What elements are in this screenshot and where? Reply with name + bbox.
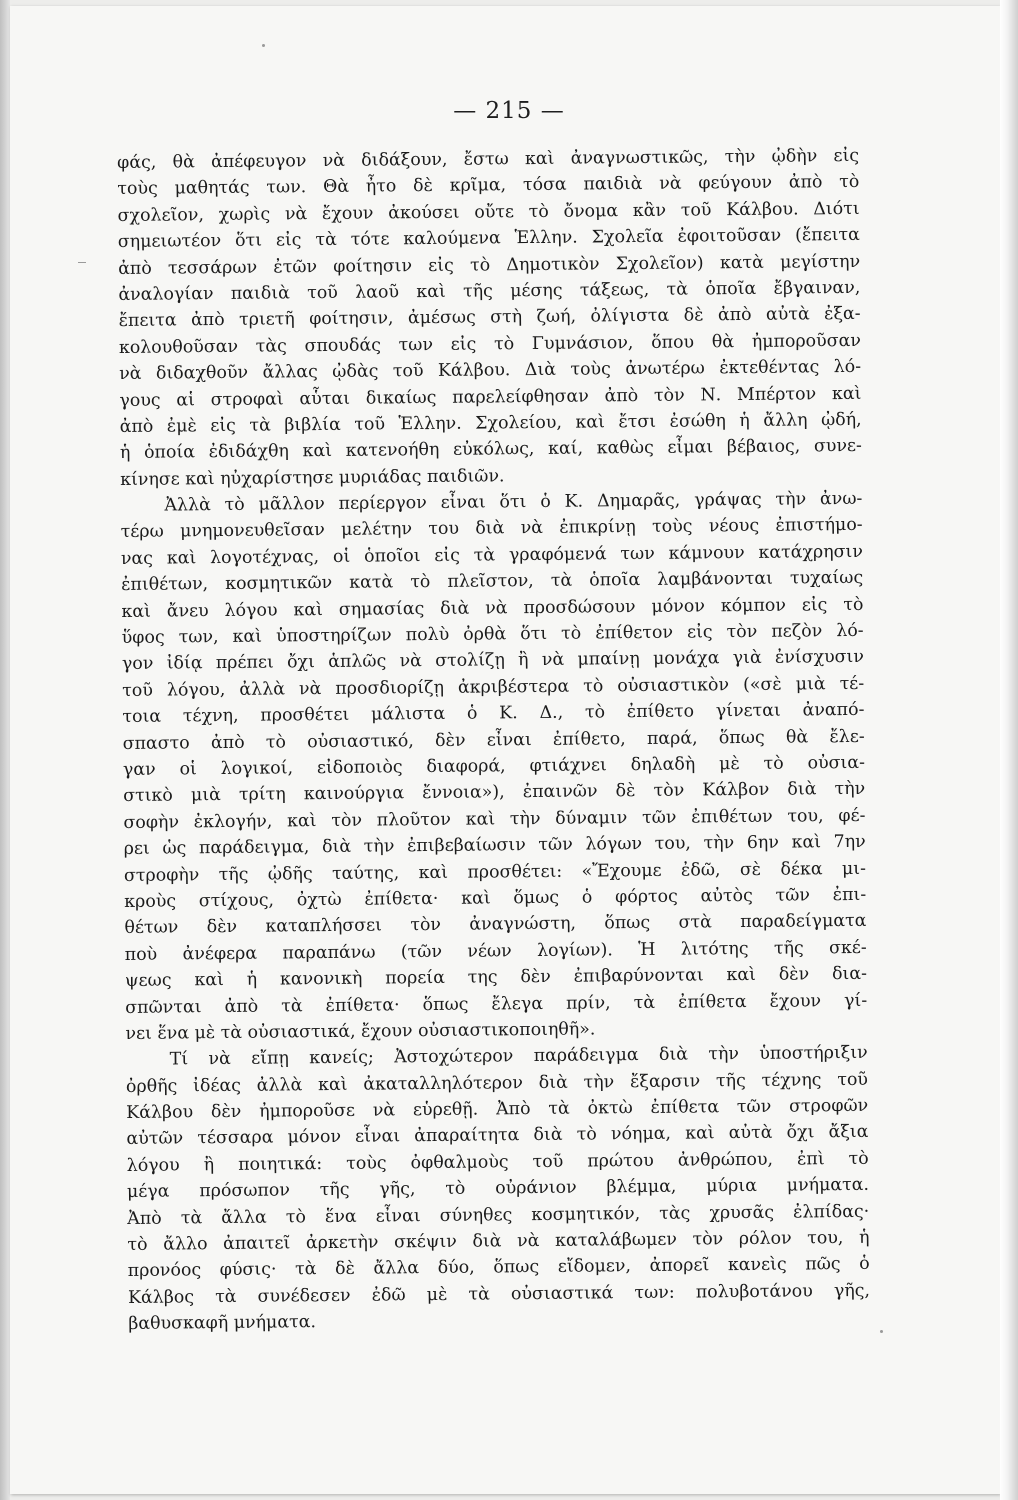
text-line: λόγου ἢ ποιητικά: τοὺς ὀφθαλμοὺς τοῦ πρώτου ἀνθρώπου, ἐπὶ τὸ (126, 1148, 869, 1176)
paragraph-end-line: νει ἕνα μὲ τὰ οὐσιαστικά, ἔχουν οὐσιαστικοποιηθῆ». (125, 1019, 596, 1044)
page-number: — 215 — (453, 98, 565, 124)
text-line: φάς, θὰ ἀπέφευγον νὰ διδάξουν, ἔστω καὶ ἀναγνωστικῶς, τὴν ᾠδὴν εἰς (117, 145, 860, 173)
paragraph-start-line: Τί νὰ εἴπῃ κανείς; Ἀστοχώτερον παράδειγμα διὰ τὴν ὑποστήριξιν (169, 1043, 868, 1070)
body-text (117, 143, 870, 1338)
text-line: ἀπὸ ἐμὲ εἰς τὰ βιβλία τοῦ Ἑλλην. Σχολείου, καὶ ἔτσι ἐσώθη ἡ ἄλλη ᾠδή, (119, 409, 862, 437)
text-line: ὀρθῆς ἰδέας ἀλλὰ καὶ ἀκαταλληλότερον διὰ τὴν ἔξαρσιν τῆς τέχνης τοῦ (125, 1069, 869, 1097)
text-line: αὐτῶν τέσσαρα μόνον εἶναι ἀπαραίτητα διὰ τὸ νόημα, καὶ αὐτὰ ὄχι ἄξια (126, 1122, 869, 1150)
text-line: μέγα πρόσωπον τῆς γῆς, τὸ οὐράνιον βλέμμα, μύρια μνήματα. (126, 1175, 870, 1203)
text-line: τοὺς μαθητάς των. Θὰ ἦτο δὲ κρῖμα, τόσα παιδιὰ νὰ φεύγουν ἀπὸ τὸ (117, 172, 860, 200)
paper-speck (262, 44, 265, 47)
paragraph-start-line: Ἀλλὰ τὸ μᾶλλον περίεργον εἶναι ὅτι ὁ Κ. Δημαρᾶς, γράψας τὴν ἀνω- (164, 488, 863, 516)
text-line: τέρω μνημονευθεῖσαν μελέτην του διὰ νὰ ἐπικρίνῃ τοὺς νέους ἐπιστήμο- (120, 515, 863, 543)
text-line: τοῦ λόγου, ἀλλὰ νὰ προσδιορίζῃ ἀκριβέστερα τὸ οὐσιαστικὸν («σὲ μιὰ τέ- (122, 673, 865, 701)
page-edge-highlight (1000, 0, 1018, 1500)
text-line: ἔπειτα ἀπὸ τριετῆ φοίτησιν, ἀμέσως στὴ ζωή, ὀλίγιστα δὲ ἀπὸ αὐτὰ ἐξα- (118, 304, 861, 332)
paper-speck (880, 1330, 883, 1333)
text-line: ἡ ὁποία ἐδιδάχθη καὶ κατενοήθη εὐκόλως, καί, καθὼς εἶμαι βέβαιος, συνε- (119, 436, 862, 464)
quotation-line: τοια τέχνη, προσθέτει μάλιστα ὁ Κ. Δ., τὸ ἐπίθετο γίνεται ἀναπό- (122, 700, 865, 728)
paper-mark (78, 262, 86, 263)
text-line: γους αἱ στροφαὶ αὗται δικαίως παρελείφθησαν ἀπὸ τὸν Ν. Μπέρτον καὶ (119, 383, 862, 411)
text-line: ὕφος των, καὶ ὑποστηρίζων πολὺ ὀρθὰ ὅτι τὸ ἐπίθετον εἰς τὸν πεζὸν λό- (121, 620, 864, 649)
binding-shadow (0, 0, 10, 1500)
text-line: νὰ διδαχθοῦν ἄλλας ᾠδὰς τοῦ Κάλβου. Διὰ τοὺς ἀνωτέρω ἐκτεθέντας λό- (119, 356, 862, 385)
text-line: στικὸ μιὰ τρίτη καινούργια ἔννοια»), ἐπαινῶν δὲ τὸν Κάλβον διὰ τὴν (123, 779, 866, 807)
text-line: τὸ ἄλλο ἀπαιτεῖ ἀρκετὴν σκέψιν διὰ νὰ καταλάβωμεν τὸν ρόλον του, ἡ (127, 1227, 870, 1255)
quotation-line: στροφὴν τῆς ᾠδῆς ταύτης, καὶ προσθέτει: «Ἔχουμε ἐδῶ, σὲ δέκα μι- (123, 858, 867, 886)
text-line: νας καὶ λογοτέχνας, οἱ ὁποῖοι εἰς τὰ γραφόμενά των κάμνουν κατάχρησιν (120, 541, 863, 569)
text-line: ἀπὸ τεσσάρων ἐτῶν φοίτησιν εἰς τὸ Δημοτικὸν Σχολεῖον) κατὰ μεγίστην (118, 251, 861, 279)
text-line: Κάλβου δὲν ἠμποροῦσε νὰ εὑρεθῇ. Ἀπὸ τὰ ὀκτὼ ἐπίθετα τῶν στροφῶν (126, 1095, 869, 1124)
text-line: καὶ ἄνευ λόγου καὶ σημασίας διὰ νὰ προσδώσουν μόνον κόμπον εἰς τὸ (121, 594, 864, 622)
quotation-line: σπῶνται ἀπὸ τὰ ἐπίθετα· ὅπως ἔλεγα πρίν, τὰ ἐπίθετα ἔχουν γί- (125, 990, 868, 1018)
paragraph-end-line: βαθυσκαφῆ μνήματα. (128, 1312, 317, 1335)
text-line: σχολεῖον, χωρὶς νὰ ἔχουν ἀκούσει οὔτε τὸ ὄνομα κἂν τοῦ Κάλβου. Διότι (117, 198, 860, 226)
text-line: κολουθοῦσαν τὰς σπουδάς των εἰς τὸ Γυμνάσιον, ὅπου θὰ ἠμποροῦσαν (118, 330, 861, 358)
text-line: ἀναλογίαν παιδιὰ τοῦ λαοῦ καὶ τῆς μέσης τάξεως, τὰ ὁποῖα ἔβγαιναν, (118, 277, 861, 305)
text-line: ρει ὡς παράδειγμα, διὰ τὴν ἐπιβεβαίωσιν τῶν λόγων του, τὴν 6ην καὶ 7ην (123, 832, 866, 860)
paragraph-end-line: κίνησε καὶ ηὐχαρίστησε μυριάδας παιδιῶν. (120, 465, 505, 490)
text-line: Κάλβος τὰ συνέδεσεν ἐδῶ μὲ τὰ οὐσιαστικά των: πολυβοτάνου γῆς, (127, 1280, 871, 1308)
quotation-line: ποὺ ἀνέφερα παραπάνω (τῶν νέων λογίων). Ἡ λιτότης τῆς σκέ- (124, 937, 867, 965)
text-line: γον ἰδίᾳ πρέπει ὄχι ἁπλῶς νὰ στολίζῃ ἢ νὰ μπαίνῃ μονάχα γιὰ ἐνίσχυσιν (121, 647, 864, 675)
quotation-line: ψεως καὶ ἡ κανονικὴ πορεία της δὲν ἐπιβαρύνονται καὶ δὲν δια- (124, 963, 868, 992)
quotation-line: θέτων δὲν καταπλήσσει τὸν ἀναγνώστη, ὅπως στὰ παραδείγματα (124, 911, 867, 939)
quotation-line: κροὺς στίχους, ὀχτὼ ἐπίθετα· καὶ ὅμως ὁ φόρτος αὐτὸς τῶν ἐπι- (124, 884, 867, 912)
quotation-line: γαν οἱ λογικοί, εἰδοποιὸς διαφορά, φτιάχνει δηλαδὴ μὲ τὸ οὐσια- (122, 752, 866, 780)
text-line: προνόος φύσις· τὰ δὲ ἄλλα δύο, ὅπως εἴδομεν, ἀπορεῖ κανεὶς πῶς ὁ (127, 1254, 870, 1282)
text-line: Ἀπὸ τὰ ἄλλα τὸ ἕνα εἶναι σύνηθες κοσμητικόν, τὰς χρυσᾶς ἐλπίδας· (127, 1201, 870, 1229)
text-line: ἐπιθέτων, κοσμητικῶν κατὰ τὸ πλεῖστον, τὰ ὁποῖα λαμβάνονται τυχαίως (121, 568, 864, 596)
text-line: σοφὴν ἐκλογήν, καὶ τὸν πλοῦτον καὶ τὴν δύναμιν τῶν ἐπιθέτων του, φέ- (123, 805, 866, 833)
text-line: σημειωτέον ὅτι εἰς τὰ τότε καλούμενα Ἑλλην. Σχολεῖα ἐφοιτοῦσαν (ἔπειτα (117, 225, 860, 253)
quotation-line: σπαστο ἀπὸ τὸ οὐσιαστικό, δὲν εἶναι ἐπίθετο, παρά, ὅπως θὰ ἔλε- (122, 726, 865, 754)
